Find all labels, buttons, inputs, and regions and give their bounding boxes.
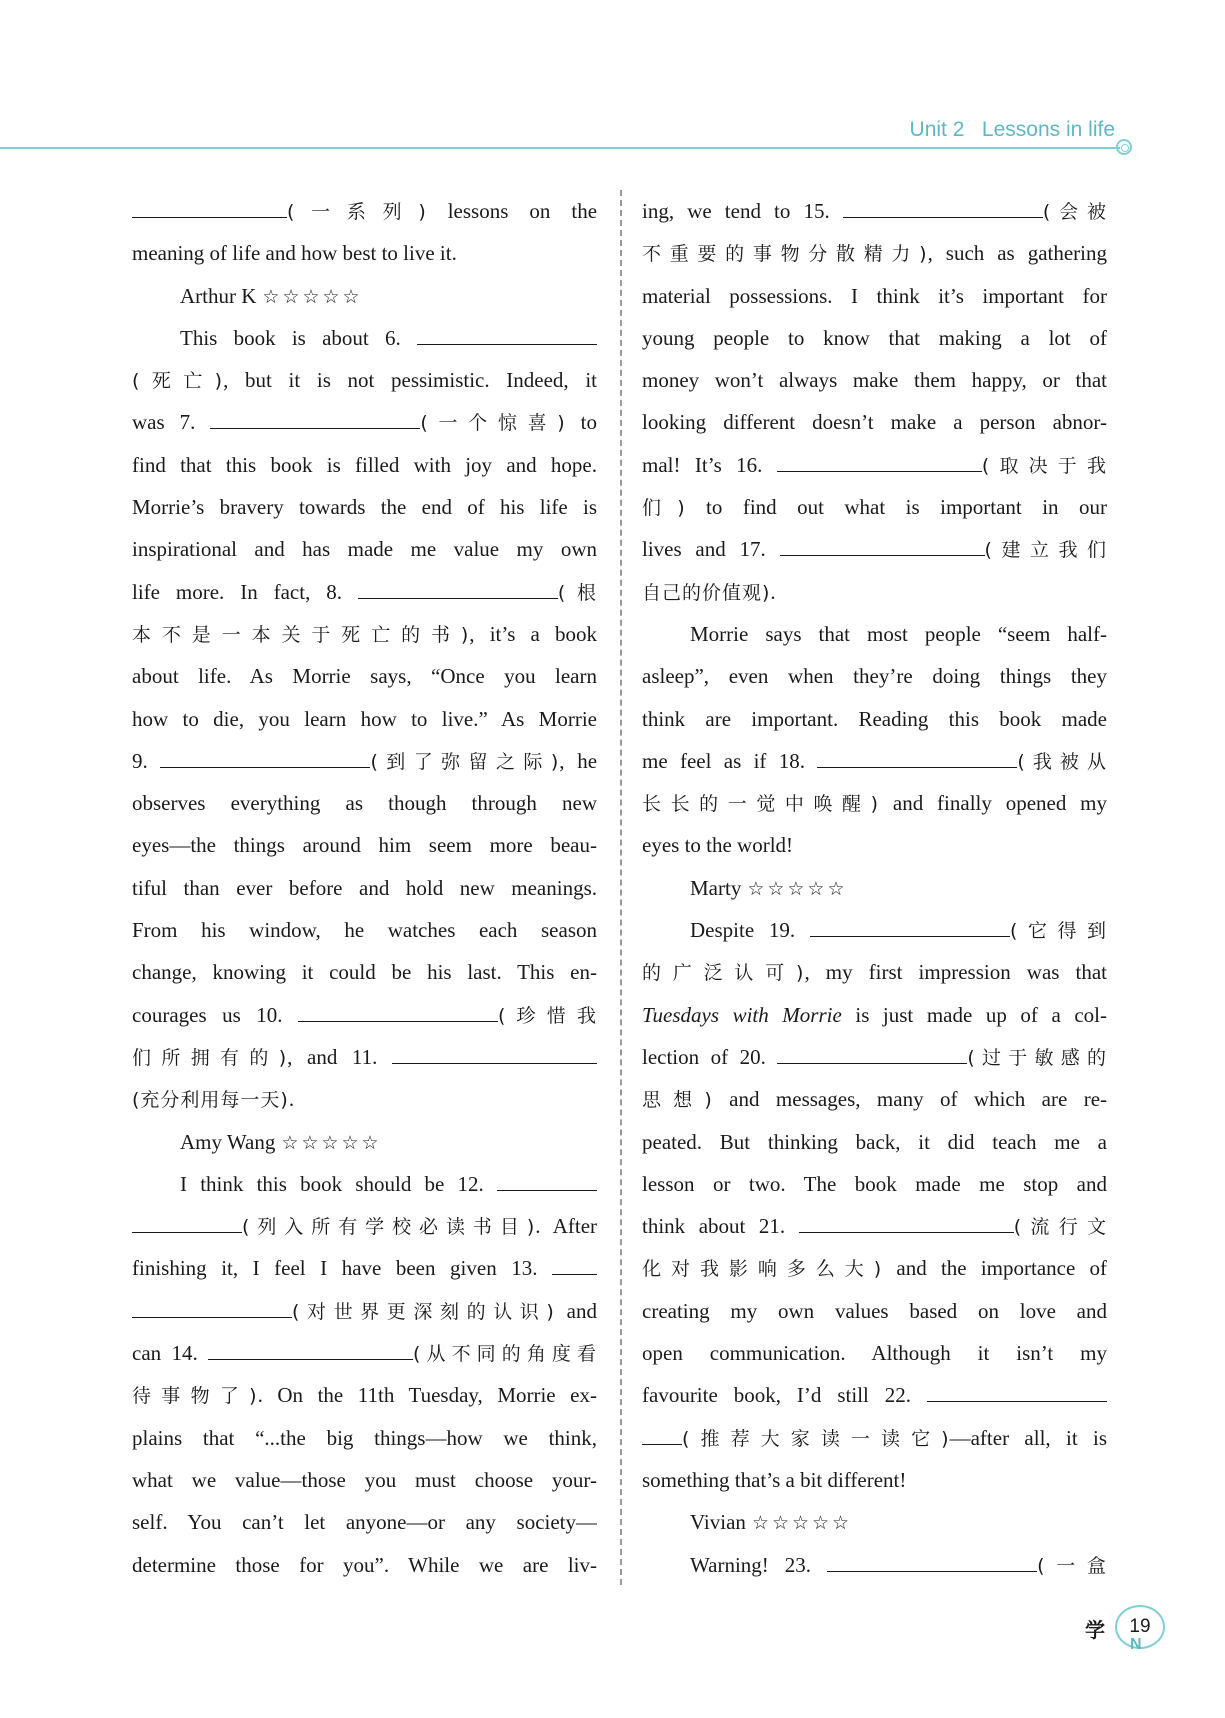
text-line: meaning of life and how best to live it.	[132, 241, 457, 266]
reviewer-line	[642, 1501, 1107, 1543]
rating-stars-icon: ☆☆☆☆☆	[751, 1512, 853, 1535]
text-line: lives and 17. (建立我们	[642, 528, 1107, 570]
text-line: creating my own values based on love and	[642, 1298, 1107, 1323]
text-line: Morrie’s bravery towards the end of his life is	[132, 495, 597, 520]
text-line: Morrie says that most people “seem half-	[690, 621, 1107, 646]
text-line: about life. As Morrie says, “Once you learn	[132, 664, 597, 689]
text-line: asleep”, even when they’re doing things they	[642, 664, 1107, 689]
text-line: open communication. Although it isn’t my	[642, 1341, 1107, 1366]
text-line: ing, we tend to 15. (会被	[642, 190, 1107, 232]
text-line: mal! It’s 16. (取决于我	[642, 444, 1107, 486]
right-column	[642, 190, 1107, 1586]
column-divider	[620, 190, 622, 1585]
text-line: (推荐大家读一读它)—after all, it is	[642, 1417, 1107, 1459]
text-line: From his window, he watches each season	[132, 918, 597, 943]
text-line: peated. But thinking back, it did teach me a	[642, 1129, 1107, 1154]
text-line: favourite book, I’d still 22.	[642, 1374, 1107, 1416]
text-line: determine those for you”. While we are liv-	[132, 1552, 597, 1577]
rating-stars-icon: ☆☆☆☆☆	[281, 1131, 382, 1154]
text-line: (列入所有学校必读书目). After	[132, 1205, 597, 1247]
book-title: Tuesdays with Morrie	[642, 1002, 842, 1027]
reviewer-name: Marty	[690, 875, 742, 900]
text-line: lesson or two. The book made me stop and	[642, 1171, 1107, 1196]
text-line: young people to know that making a lot of	[642, 325, 1107, 350]
answer-blank[interactable]	[777, 449, 982, 472]
answer-blank[interactable]	[817, 745, 1017, 768]
reviewer-line	[642, 867, 1107, 909]
text-line: tiful than ever before and hold new meanings.	[132, 875, 597, 900]
header-ornament-icon	[1116, 139, 1132, 155]
answer-blank[interactable]	[927, 1379, 1107, 1402]
rating-stars-icon: ☆☆☆☆☆	[262, 285, 363, 308]
page-mark-icon: N	[1130, 1636, 1142, 1653]
text-line: change, knowing it could be his last. This en-	[132, 960, 597, 985]
answer-blank[interactable]	[160, 745, 370, 768]
reviewer-name: Arthur K	[180, 283, 257, 308]
text-line: (对世界更深刻的认识) and	[132, 1290, 597, 1332]
text-line: eyes to the world!	[642, 833, 794, 858]
reviewer-name: Vivian	[690, 1510, 746, 1535]
answer-blank[interactable]	[777, 1041, 967, 1064]
answer-blank[interactable]	[799, 1210, 1014, 1233]
text-line: think about 21. (流行文	[642, 1205, 1107, 1247]
text-line: can 14. (从不同的角度看	[132, 1332, 597, 1374]
text-line: (死亡), but it is not pessimistic. Indeed, it	[132, 368, 597, 393]
text-line: me feel as if 18. (我被从	[642, 740, 1107, 782]
answer-blank[interactable]	[210, 406, 420, 429]
answer-blank[interactable]	[552, 1252, 597, 1275]
text-line: finishing it, I feel I have been given 13.	[132, 1247, 597, 1289]
unit-title: Lessons in life	[981, 118, 1115, 141]
text-line: inspirational and has made me value my own	[132, 537, 597, 562]
text-line: life more. In fact, 8. (根	[132, 571, 597, 613]
reviewer-line	[132, 275, 597, 317]
answer-blank[interactable]	[208, 1337, 413, 1360]
text-line: how to die, you learn how to live.” As Morrie	[132, 706, 597, 731]
text-line: 们所拥有的), and 11.	[132, 1036, 597, 1078]
text-line: 9. (到了弥留之际), he	[132, 740, 597, 782]
text-line: 自己的价值观).	[642, 579, 776, 604]
text-line: 本不是一本关于死亡的书), it’s a book	[132, 621, 597, 646]
text-line: looking different doesn’t make a person abnor-	[642, 410, 1107, 435]
reviewer-line	[132, 1121, 597, 1163]
answer-blank[interactable]	[132, 195, 287, 218]
left-column	[132, 190, 597, 1586]
text-line: (一系列) lessons on the	[132, 190, 597, 232]
rating-stars-icon: ☆☆☆☆☆	[747, 877, 848, 900]
text-line: 思想) and messages, many of which are re-	[642, 1087, 1107, 1112]
text-line: eyes—the things around him seem more beau-	[132, 833, 597, 858]
text-line: what we value—those you must choose your-	[132, 1467, 597, 1492]
reviewer-name: Amy Wang	[180, 1129, 276, 1154]
answer-blank[interactable]	[827, 1549, 1037, 1572]
text-line: money won’t always make them happy, or that	[642, 368, 1107, 393]
text-line: was 7. (一个惊喜) to	[132, 401, 597, 443]
text-line: 不重要的事物分散精力), such as gathering	[642, 241, 1107, 266]
text-line: I think this book should be 12.	[132, 1163, 597, 1205]
text-line: plains that “...the big things—how we think,	[132, 1425, 597, 1450]
footer-label: 学	[1085, 1618, 1105, 1642]
text-line: find that this book is filled with joy and hope.	[132, 452, 597, 477]
answer-blank[interactable]	[392, 1041, 597, 1064]
text-line: Tuesdays with Morrie is just made up of a col-	[642, 1002, 1107, 1027]
text-line: observes everything as though through new	[132, 791, 597, 816]
answer-blank[interactable]	[810, 914, 1010, 937]
text-line: lection of 20. (过于敏感的	[642, 1036, 1107, 1078]
answer-blank[interactable]	[642, 1422, 682, 1445]
text-line: material possessions. I think it’s important for	[642, 283, 1107, 308]
answer-blank[interactable]	[843, 195, 1043, 218]
text-line: 的广泛认可), my first impression was that	[642, 960, 1107, 985]
running-header	[910, 118, 1115, 142]
text-line: 长长的一觉中唤醒) and finally opened my	[642, 791, 1107, 816]
answer-blank[interactable]	[298, 999, 498, 1022]
text-line: Warning! 23. (一盒	[642, 1544, 1107, 1586]
text-line: 们) to find out what is important in our	[642, 495, 1107, 520]
unit-label: Unit 2	[909, 118, 965, 141]
answer-blank[interactable]	[497, 1168, 597, 1191]
text-line: think are important. Reading this book made	[642, 706, 1107, 731]
text-line: 化对我影响多么大) and the importance of	[642, 1256, 1107, 1281]
answer-blank[interactable]	[132, 1210, 242, 1233]
text-line: self. You can’t let anyone—or any society—	[132, 1510, 597, 1535]
answer-blank[interactable]	[132, 1295, 292, 1318]
page-number: 19	[1115, 1605, 1165, 1649]
text-line: something that’s a bit different!	[642, 1467, 907, 1492]
text-line: (充分利用每一天).	[132, 1087, 295, 1112]
answer-blank[interactable]	[358, 576, 558, 599]
text-line: 待事物了). On the 11th Tuesday, Morrie ex-	[132, 1383, 597, 1408]
text-line: Despite 19. (它得到	[642, 909, 1107, 951]
header-rule	[0, 147, 1120, 149]
answer-blank[interactable]	[780, 533, 985, 556]
text-line: courages us 10. (珍惜我	[132, 994, 597, 1036]
text-line: This book is about 6.	[132, 317, 597, 359]
answer-blank[interactable]	[417, 322, 597, 345]
